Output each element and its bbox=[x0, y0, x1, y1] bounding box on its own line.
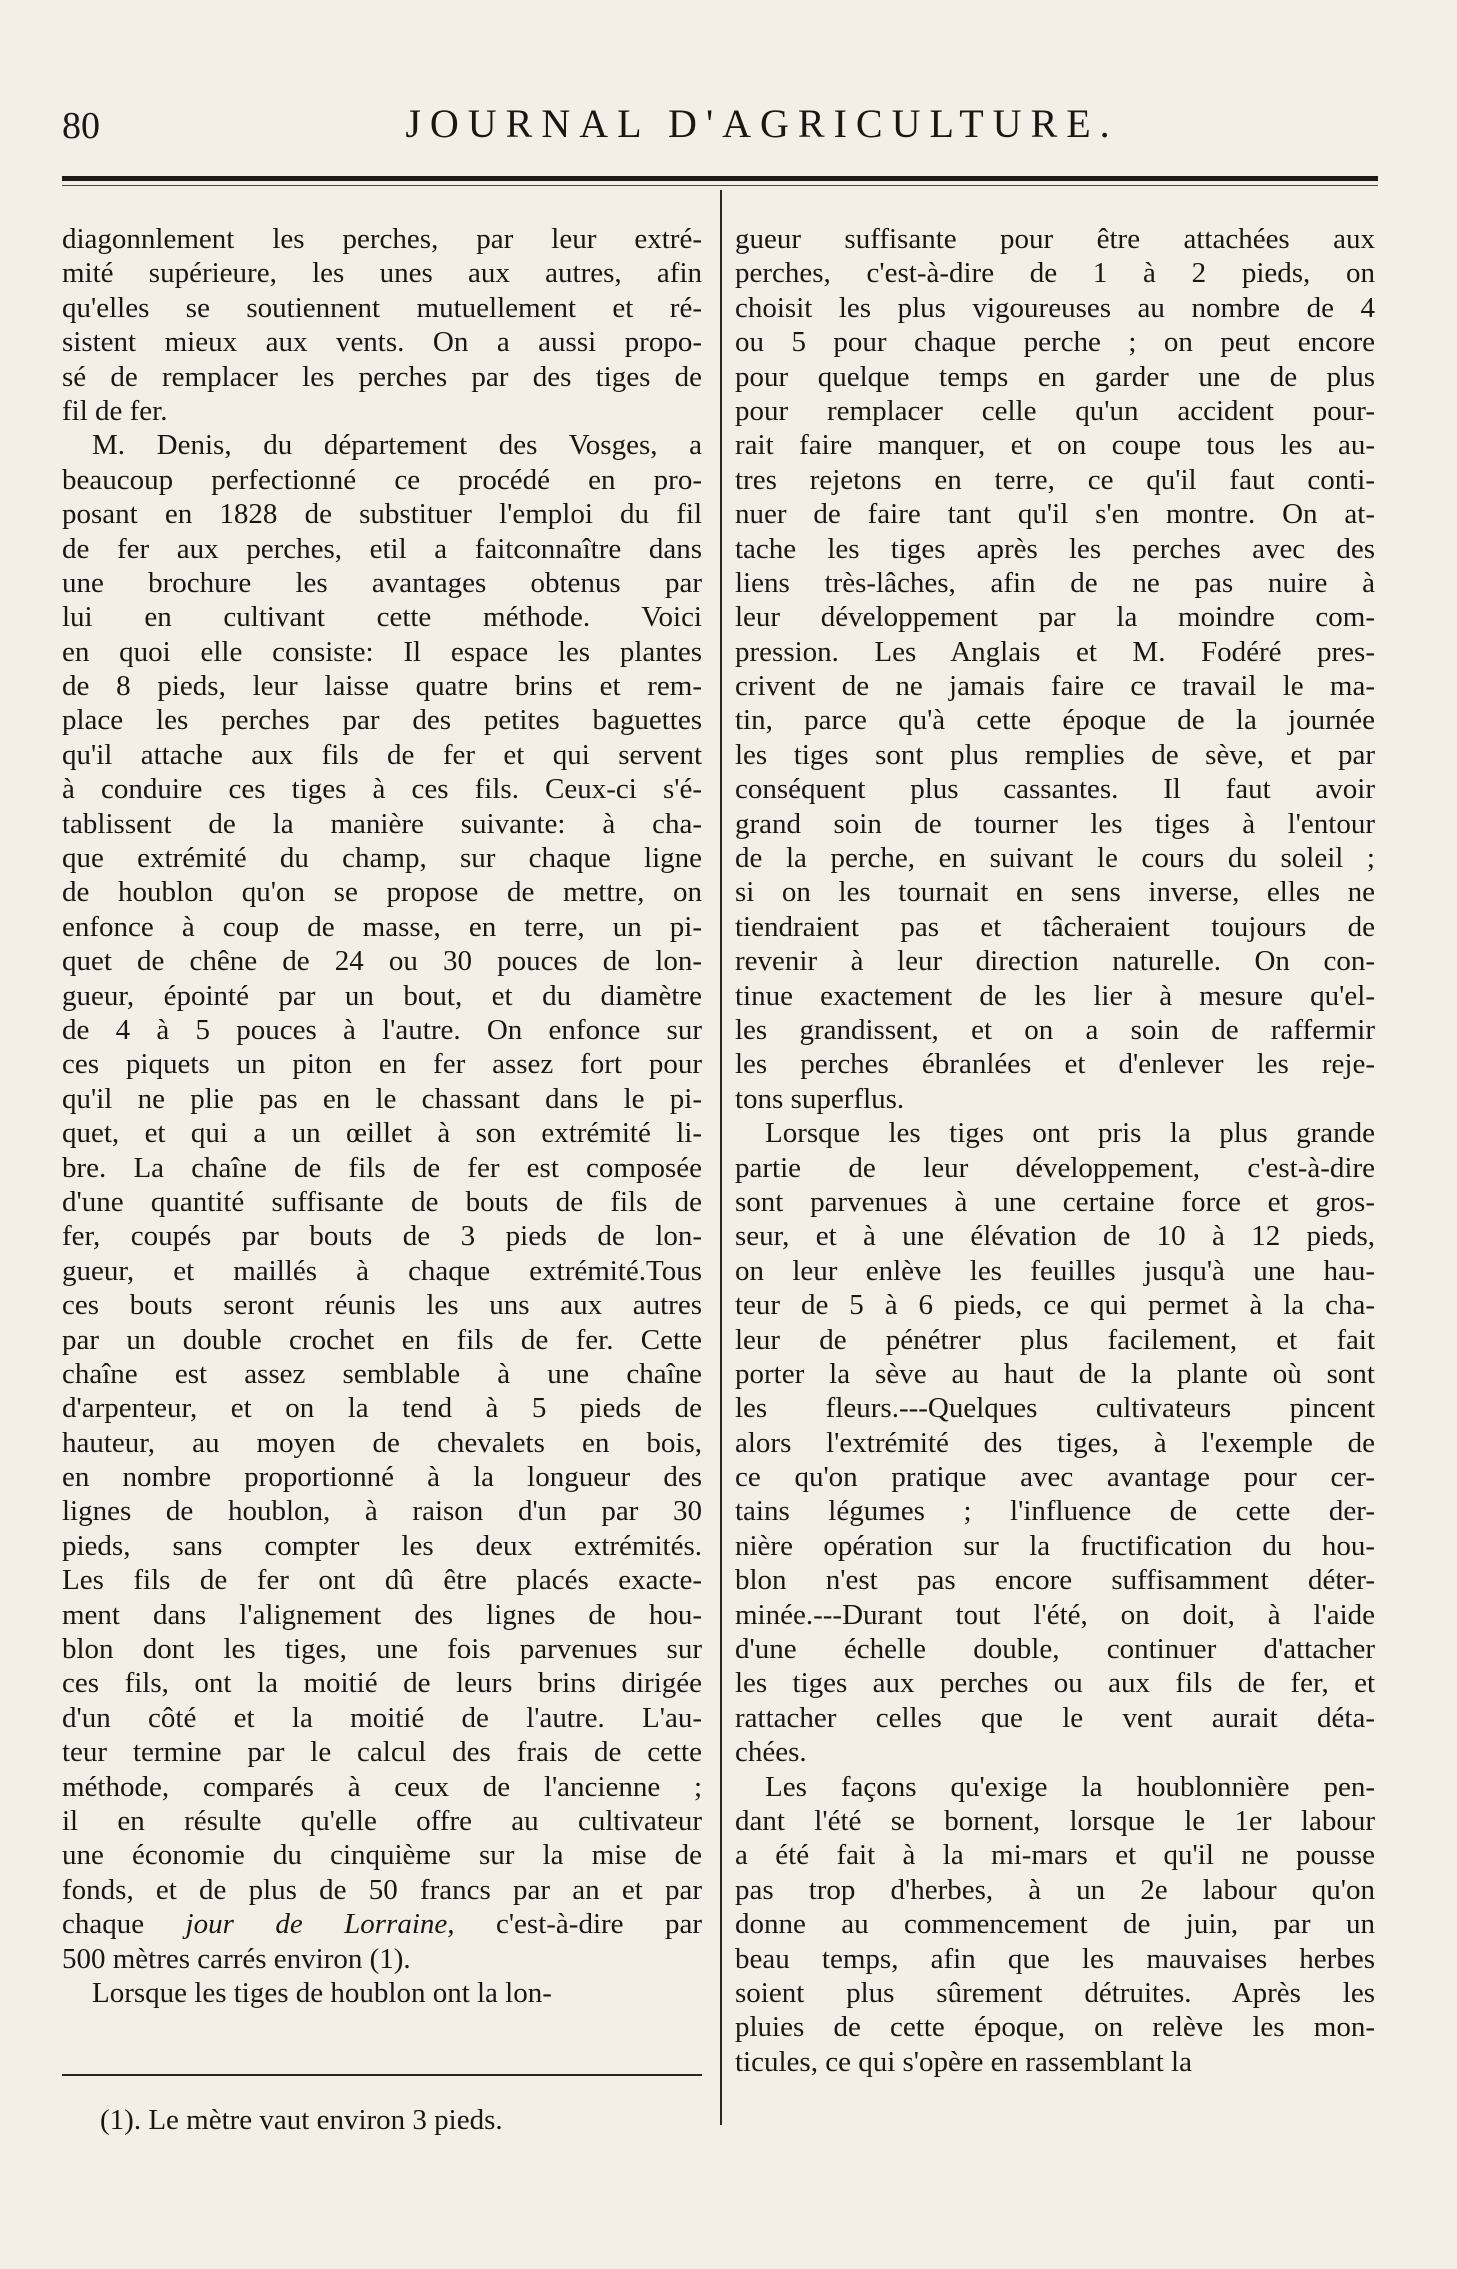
text-line: de 4 à 5 pouces à l'autre. On enfonce sur bbox=[62, 1013, 702, 1046]
text-line: beaucoup perfectionné ce procédé en pro- bbox=[62, 463, 702, 496]
text-line: une économie du cinquième sur la mise de bbox=[62, 1839, 702, 1872]
text-line: posant en 1828 de substituer l'emploi du fil bbox=[62, 498, 702, 531]
text-line: pas trop d'herbes, à un 2e labour qu'on bbox=[735, 1873, 1375, 1906]
text-line: les fleurs.---Quelques cultivateurs pincent bbox=[735, 1392, 1375, 1425]
text-line: ces bouts seront réunis les uns aux autres bbox=[62, 1289, 702, 1322]
footnote: (1). Le mètre vaut environ 3 pieds. bbox=[100, 2104, 503, 2136]
text-line: bre. La chaîne de fils de fer est composée bbox=[62, 1151, 702, 1184]
page-header bbox=[62, 100, 1382, 160]
text-line: les tiges sont plus remplies de sève, et par bbox=[735, 738, 1375, 771]
text-line: d'une quantité suffisante de bouts de fils de bbox=[62, 1185, 702, 1218]
text-line: revenir à leur direction naturelle. On con- bbox=[735, 945, 1375, 978]
text-line: en quoi elle consiste: Il espace les plantes bbox=[62, 635, 702, 668]
text-line: ticules, ce qui s'opère en rassemblant la bbox=[735, 2045, 1192, 2078]
text-line: de fer aux perches, etil a faitconnaître dans bbox=[62, 532, 702, 565]
text-line: minée.---Durant tout l'été, on doit, à l'aide bbox=[735, 1598, 1375, 1631]
text-line: rait faire manquer, et on coupe tous les au- bbox=[735, 429, 1375, 462]
header-rule-thin bbox=[62, 185, 1378, 186]
text-line: d'une échelle double, continuer d'attacher bbox=[735, 1633, 1375, 1666]
text-line: chées. bbox=[735, 1736, 807, 1769]
text-line: quet, et qui a un œillet à son extrémité li- bbox=[62, 1117, 702, 1150]
text-line: donne au commencement de juin, par un bbox=[735, 1908, 1375, 1941]
text-line: leur développement par la moindre com- bbox=[735, 601, 1375, 634]
text-line: fer, coupés par bouts de 3 pieds de lon- bbox=[62, 1220, 702, 1253]
text-line: de 8 pieds, leur laisse quatre brins et rem- bbox=[62, 670, 702, 703]
text-line: place les perches par des petites baguettes bbox=[62, 704, 702, 737]
text-line: tains légumes ; l'influence de cette der- bbox=[735, 1495, 1375, 1528]
text-line: Les fils de fer ont dû être placés exacte- bbox=[62, 1564, 702, 1597]
text-line: fil de fer. bbox=[62, 394, 168, 427]
text-line: les grandissent, et on a soin de raffermir bbox=[735, 1013, 1375, 1046]
text-line: en nombre proportionné à la longueur des bbox=[62, 1461, 702, 1494]
text-line: méthode, comparés à ceux de l'ancienne ; bbox=[62, 1770, 702, 1803]
column-divider bbox=[720, 190, 722, 2125]
text-line: conséquent plus cassantes. Il faut avoir bbox=[735, 773, 1375, 806]
text-line: si on les tournait en sens inverse, elles ne bbox=[735, 876, 1375, 909]
text-line: nuer de faire tant qu'il s'en montre. On at- bbox=[735, 498, 1375, 531]
text-line: tache les tiges après les perches avec des bbox=[735, 532, 1375, 565]
header-rule bbox=[62, 176, 1378, 181]
journal-title: JOURNAL D'AGRICULTURE. bbox=[405, 101, 1119, 146]
text-line: enfonce à coup de masse, en terre, un pi- bbox=[62, 910, 702, 943]
text-line: fonds, et de plus de 50 francs par an et par bbox=[62, 1873, 702, 1906]
italic-phrase: jour de Lorraine, bbox=[185, 1908, 455, 1941]
text-line: il en résulte qu'elle offre au cultivateur bbox=[62, 1804, 702, 1837]
text-line: blon n'est pas encore suffisamment déter- bbox=[735, 1564, 1375, 1597]
text-line: blon dont les tiges, une fois parvenues sur bbox=[62, 1633, 702, 1666]
text-line: chaîne est assez semblable à une chaîne bbox=[62, 1357, 702, 1390]
text-line: tres rejetons en terre, ce qu'il faut conti- bbox=[735, 463, 1375, 496]
text-segment: c'est-à-dire par bbox=[454, 1908, 702, 1941]
text-line: rattacher celles que le vent aurait déta- bbox=[735, 1701, 1375, 1734]
text-line: pour quelque temps en garder une de plus bbox=[735, 360, 1375, 393]
text-line: tiendraient pas et tâcheraient toujours de bbox=[735, 910, 1375, 943]
text-line: pluies de cette époque, on relève les mon- bbox=[735, 2011, 1375, 2044]
text-line: d'arpenteur, et on la tend à 5 pieds de bbox=[62, 1392, 702, 1425]
text-line: perches, c'est-à-dire de 1 à 2 pieds, on bbox=[735, 257, 1375, 290]
text-line: sistent mieux aux vents. On a aussi propo- bbox=[62, 326, 702, 359]
text-line: lignes de houblon, à raison d'un par 30 bbox=[62, 1495, 702, 1528]
right-column bbox=[735, 222, 1375, 2079]
text-line: porter la sève au haut de la plante où sont bbox=[735, 1357, 1375, 1390]
text-line: qu'elles se soutiennent mutuellement et ré- bbox=[62, 291, 702, 324]
text-line: par un double crochet en fils de fer. Cette bbox=[62, 1323, 702, 1356]
text-line bbox=[62, 1907, 702, 1941]
text-line: dant l'été se bornent, lorsque le 1er labour bbox=[735, 1804, 1375, 1837]
text-line: hauteur, au moyen de chevalets en bois, bbox=[62, 1426, 702, 1459]
text-line: teur termine par le calcul des frais de cette bbox=[62, 1736, 702, 1769]
text-line: ce qu'on pratique avec avantage pour cer- bbox=[735, 1461, 1375, 1494]
footnote-rule bbox=[62, 2074, 702, 2076]
text-line: à conduire ces tiges à ces fils. Ceux-ci s'é- bbox=[62, 773, 702, 806]
text-line: gueur, épointé par un bout, et du diamètre bbox=[62, 979, 702, 1012]
page-number: 80 bbox=[62, 105, 100, 147]
text-segment: chaque bbox=[62, 1908, 186, 1941]
text-line: sont parvenues à une certaine force et gros- bbox=[735, 1185, 1375, 1218]
text-line: une brochure les avantages obtenus par bbox=[62, 566, 702, 599]
text-line: ment dans l'alignement des lignes de hou- bbox=[62, 1598, 702, 1631]
text-line: pieds, sans compter les deux extrémités. bbox=[62, 1529, 702, 1562]
left-column bbox=[62, 222, 702, 2010]
text-line: ces piquets un piton en fer assez fort pour bbox=[62, 1048, 702, 1081]
text-line: leur de pénétrer plus facilement, et fait bbox=[735, 1323, 1375, 1356]
text-line: lui en cultivant cette méthode. Voici bbox=[62, 601, 702, 634]
text-line: partie de leur développement, c'est-à-dire bbox=[735, 1151, 1375, 1184]
text-line: de houblon qu'on se propose de mettre, on bbox=[62, 876, 702, 909]
text-line: diagonnlement les perches, par leur extré- bbox=[62, 223, 702, 255]
text-line: M. Denis, du département des Vosges, a bbox=[92, 429, 702, 462]
text-line: qu'il ne plie pas en le chassant dans le pi- bbox=[62, 1082, 702, 1115]
text-line: Lorsque les tiges de houblon ont la lon- bbox=[92, 1976, 552, 2009]
text-line: de la perche, en suivant le cours du soleil ; bbox=[735, 842, 1375, 875]
text-line: qu'il attache aux fils de fer et qui servent bbox=[62, 738, 702, 771]
text-line: gueur, et maillés à chaque extrémité.Tous bbox=[62, 1254, 702, 1287]
text-line: quet de chêne de 24 ou 30 pouces de lon- bbox=[62, 945, 702, 978]
text-line: crivent de ne jamais faire ce travail le ma- bbox=[735, 670, 1375, 703]
text-line: sé de remplacer les perches par des tiges de bbox=[62, 360, 702, 393]
text-line: alors l'extrémité des tiges, à l'exemple de bbox=[735, 1426, 1375, 1459]
text-line: Les façons qu'exige la houblonnière pen- bbox=[765, 1770, 1375, 1803]
text-line: teur de 5 à 6 pieds, ce qui permet à la cha- bbox=[735, 1289, 1375, 1322]
text-line: gueur suffisante pour être attachées aux bbox=[735, 223, 1375, 255]
text-line: pression. Les Anglais et M. Fodéré pres- bbox=[735, 635, 1375, 668]
text-line: 500 mètres carrés environ (1). bbox=[62, 1942, 411, 1975]
text-line: tinue exactement de les lier à mesure qu'el- bbox=[735, 979, 1375, 1012]
text-line: ces fils, ont la moitié de leurs brins dirigée bbox=[62, 1667, 702, 1700]
text-line: tons superflus. bbox=[735, 1082, 905, 1115]
text-line: ou 5 pour chaque perche ; on peut encore bbox=[735, 326, 1375, 359]
text-line: a été fait à la mi-mars et qu'il ne pousse bbox=[735, 1839, 1375, 1872]
text-line: choisit les plus vigoureuses au nombre de 4 bbox=[735, 291, 1375, 324]
text-line: les perches ébranlées et d'enlever les reje- bbox=[735, 1048, 1375, 1081]
text-line: tin, parce qu'à cette époque de la journée bbox=[735, 704, 1375, 737]
text-line: nière opération sur la fructification du hou- bbox=[735, 1529, 1375, 1562]
text-line: pour remplacer celle qu'un accident pour- bbox=[735, 394, 1375, 427]
text-line: d'un côté et la moitié de l'autre. L'au- bbox=[62, 1701, 702, 1734]
text-line: que extrémité du champ, sur chaque ligne bbox=[62, 842, 702, 875]
text-line: tablissent de la manière suivante: à cha- bbox=[62, 807, 702, 840]
text-line: beau temps, afin que les mauvaises herbes bbox=[735, 1942, 1375, 1975]
text-line: liens très-lâches, afin de ne pas nuire à bbox=[735, 566, 1375, 599]
text-line: on leur enlève les feuilles jusqu'à une hau- bbox=[735, 1254, 1375, 1287]
text-line: soient plus sûrement détruites. Après les bbox=[735, 1976, 1375, 2009]
text-line: mité supérieure, les unes aux autres, afin bbox=[62, 257, 702, 290]
text-line: Lorsque les tiges ont pris la plus grande bbox=[765, 1117, 1375, 1150]
text-line: les tiges aux perches ou aux fils de fer, et bbox=[735, 1667, 1375, 1700]
text-line: seur, et à une élévation de 10 à 12 pieds, bbox=[735, 1220, 1375, 1253]
text-line: grand soin de tourner les tiges à l'entour bbox=[735, 807, 1375, 840]
